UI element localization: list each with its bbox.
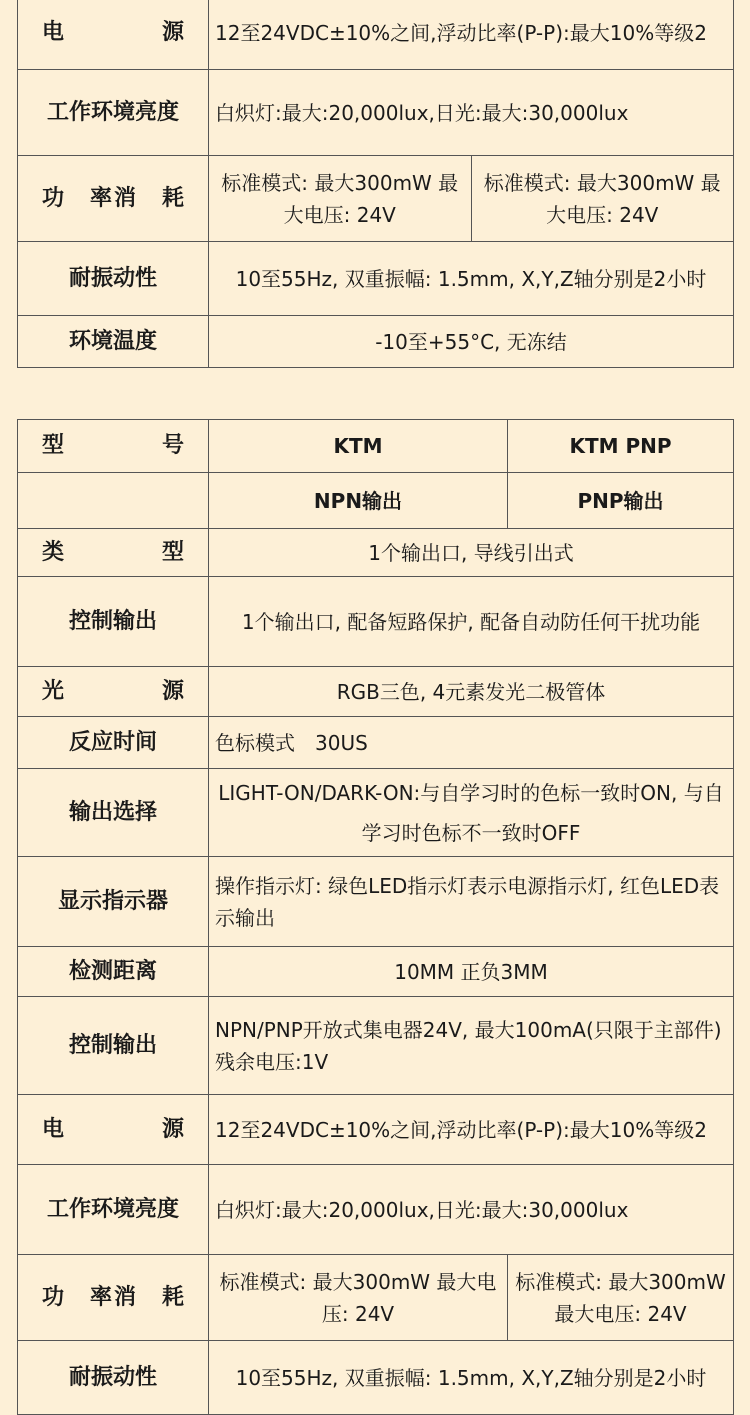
row-value-right: 标准模式: 最大300mW 最大电压: 24V	[471, 156, 734, 242]
table-row	[18, 316, 734, 368]
table-row	[18, 529, 734, 577]
table-row	[18, 947, 734, 997]
table-row	[18, 997, 734, 1095]
table-row	[18, 769, 734, 857]
spec-table-top	[17, 0, 734, 368]
row-label: 电 源	[18, 1095, 209, 1165]
row-label: 控制输出	[18, 577, 209, 667]
row-value: -10至+55°C, 无冻结	[209, 316, 734, 368]
row-label: 功 率消 耗	[18, 1255, 209, 1341]
row-label: 控制输出	[18, 997, 209, 1095]
row-value: 白炽灯:最大:20,000lux,日光:最大:30,000lux	[209, 1165, 734, 1255]
row-label: 显示指示器	[18, 857, 209, 947]
row-value: 1个输出口, 导线引出式	[209, 529, 734, 577]
row-label: 输出选择	[18, 769, 209, 857]
table-row	[18, 0, 734, 70]
row-label: 反应时间	[18, 717, 209, 769]
output-right: PNP输出	[508, 473, 734, 529]
row-value: 10至55Hz, 双重振幅: 1.5mm, X,Y,Z轴分别是2小时	[209, 242, 734, 316]
row-label: 功 率消 耗	[18, 156, 209, 242]
table-row	[18, 1165, 734, 1255]
row-value-left: 标准模式: 最大300mW 最大电压: 24V	[209, 1255, 508, 1341]
row-value: 10MM 正负3MM	[209, 947, 734, 997]
model-left: KTM	[209, 420, 508, 473]
table-row	[18, 857, 734, 947]
row-label: 工作环境亮度	[18, 1165, 209, 1255]
table-row	[18, 70, 734, 156]
table-row	[18, 577, 734, 667]
row-value: 12至24VDC±10%之间,浮动比率(P-P):最大10%等级2	[209, 0, 734, 70]
row-value: 12至24VDC±10%之间,浮动比率(P-P):最大10%等级2	[209, 1095, 734, 1165]
row-value: RGB三色, 4元素发光二极管体	[209, 667, 734, 717]
row-value: NPN/PNP开放式集电器24V, 最大100mA(只限于主部件) 残余电压:1V	[209, 997, 734, 1095]
spec-table-main	[17, 419, 742, 1415]
row-label: 工作环境亮度	[18, 70, 209, 156]
row-value: 操作指示灯: 绿色LED指示灯表示电源指示灯, 红色LED表示输出	[209, 857, 734, 947]
output-label-empty	[18, 473, 209, 529]
row-label: 光 源	[18, 667, 209, 717]
model-right: KTM PNP	[508, 420, 734, 473]
model-label: 型 号	[18, 420, 209, 473]
table-row	[18, 1341, 734, 1415]
row-value: 白炽灯:最大:20,000lux,日光:最大:30,000lux	[209, 70, 734, 156]
row-value-left: 标准模式: 最大300mW 最大电压: 24V	[209, 156, 472, 242]
table-row	[18, 242, 734, 316]
row-value-right: 标准模式: 最大300mW 最大电压: 24V	[508, 1255, 734, 1341]
row-label: 电 源	[18, 0, 209, 70]
row-label: 检测距离	[18, 947, 209, 997]
table-row	[18, 667, 734, 717]
row-label: 类 型	[18, 529, 209, 577]
row-value: 1个输出口, 配备短路保护, 配备自动防任何干扰功能	[209, 577, 734, 667]
row-value: 10至55Hz, 双重振幅: 1.5mm, X,Y,Z轴分别是2小时	[209, 1341, 734, 1415]
row-label: 耐振动性	[18, 1341, 209, 1415]
table-row	[18, 420, 734, 473]
table-row	[18, 1095, 734, 1165]
table-row	[18, 717, 734, 769]
row-value: LIGHT-ON/DARK-ON:与自学习时的色标一致时ON, 与自学习时色标不一致时OFF	[209, 769, 734, 857]
table-row	[18, 1255, 734, 1341]
row-value: 色标模式 30US	[209, 717, 734, 769]
output-left: NPN输出	[209, 473, 508, 529]
table-row	[18, 473, 734, 529]
table-row	[18, 156, 734, 242]
row-label: 环境温度	[18, 316, 209, 368]
row-label: 耐振动性	[18, 242, 209, 316]
